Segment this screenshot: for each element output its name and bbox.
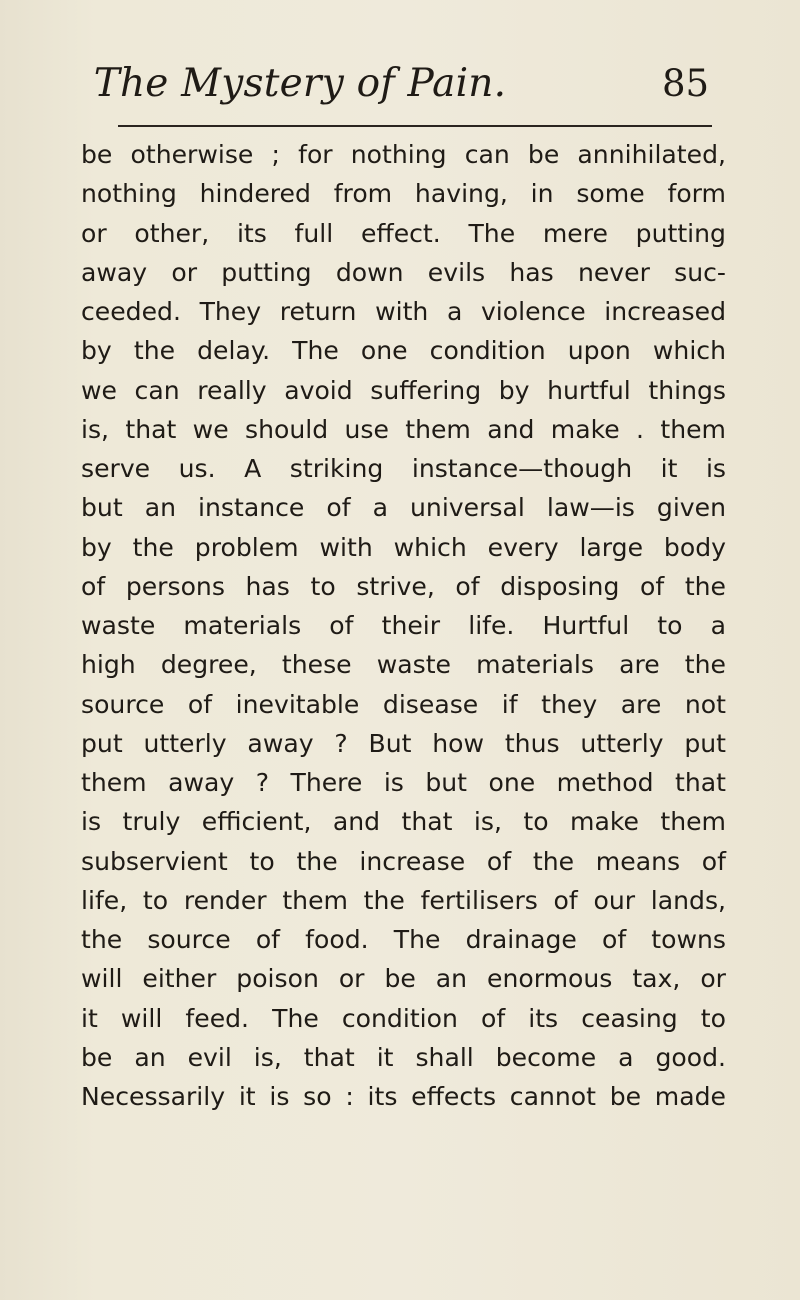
text-line: ceeded. They return with a violence increased [81, 297, 726, 326]
text-line: away or putting down evils has never suc- [81, 257, 726, 287]
text-line: but an instance of a universal law—is given [81, 493, 726, 523]
text-line: it will feed. The condition of its ceasing to [81, 1003, 726, 1033]
text-line: Necessarily it is so : its effects cannot be made [81, 1082, 726, 1111]
text-line: or other, its full effect. The mere putting [81, 218, 726, 248]
text-line: life, to render them the fertilisers of our lands, [81, 885, 726, 915]
text-line: the source of food. The drainage of towns [81, 925, 726, 954]
body-text [81, 135, 726, 1116]
text-line: will either poison or be an enormous tax, or [81, 964, 726, 994]
text-line: by the delay. The one condition upon which [81, 336, 726, 366]
text-line: be an evil is, that it shall become a good. [81, 1042, 726, 1072]
text-line: we can really avoid suffering by hurtful things [81, 375, 726, 405]
text-line: nothing hindered from having, in some form [81, 179, 726, 209]
text-line: serve us. A striking instance—though it is [81, 454, 726, 483]
text-line: subservient to the increase of the means of [81, 846, 726, 876]
header-rule [118, 125, 712, 127]
text-line: source of inevitable disease if they are not [81, 689, 726, 719]
text-line: of persons has to strive, of disposing of the [81, 571, 726, 601]
text-line: waste materials of their life. Hurtful to a [81, 611, 726, 640]
page-header [0, 58, 800, 110]
text-line: by the problem with which every large body [81, 532, 726, 562]
text-line: be otherwise ; for nothing can be annihilated, [81, 140, 726, 169]
text-line: is truly efficient, and that is, to make them [81, 807, 726, 837]
text-line: is, that we should use them and make . them [81, 414, 726, 444]
page-number: 85 [662, 62, 710, 105]
text-line: them away ? There is but one method that [81, 768, 726, 797]
running-title: The Mystery of Pain. [93, 61, 507, 106]
text-line: high degree, these waste materials are the [81, 650, 726, 680]
text-line: put utterly away ? But how thus utterly put [81, 728, 726, 758]
